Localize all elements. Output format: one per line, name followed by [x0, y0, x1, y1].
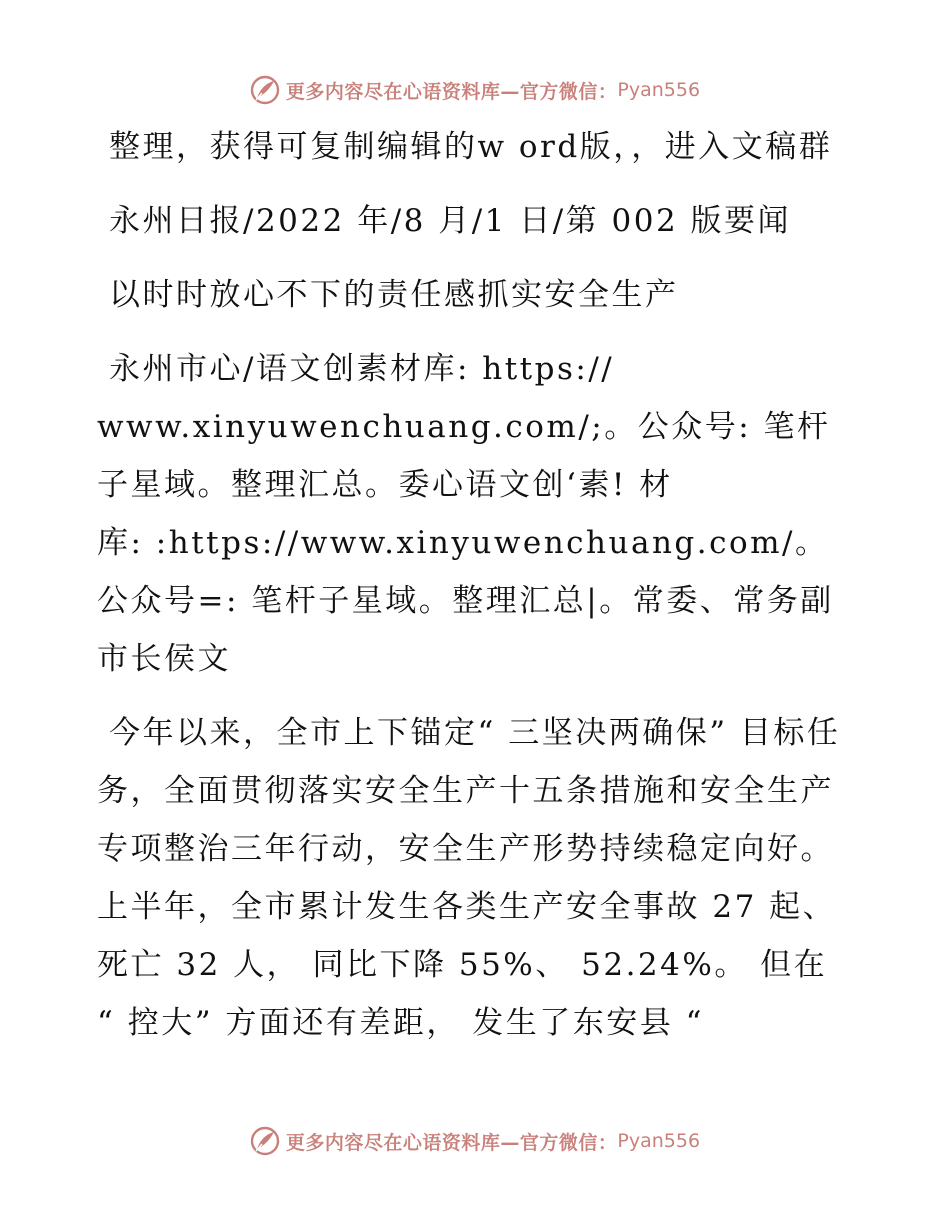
publication-line: 永州日报/2022 年/8 月/1 日/第 002 版要闻: [109, 203, 792, 239]
footer-watermark: [0, 1121, 950, 1161]
intro-line: 整理，获得可复制编辑的w ord版，，进入文稿群: [109, 129, 833, 165]
document-body: [97, 118, 857, 1052]
feather-pen-logo-icon: [250, 75, 280, 105]
author-line: 永州市心/语文创素材库: https:// www.xinyuwenchuang.com/;。公众号: 笔杆子星域。整理汇总。委心语文创‘素! 材 库: :https://www.xinyuwenchuang.com/。公众号=: 笔杆子星域。整理汇总|。常委、常务副市长侯文: [97, 351, 834, 677]
feather-pen-logo-icon: [250, 1126, 280, 1156]
watermark-text: 更多内容尽在心语资料库—官方微信：: [285, 1131, 618, 1154]
article-title: 以时时放心不下的责任感抓实安全生产: [109, 277, 679, 313]
watermark-wechat-id: Pyan556: [617, 79, 701, 101]
watermark-text: 更多内容尽在心语资料库—官方微信：: [285, 80, 618, 103]
watermark-wechat-id: Pyan556: [617, 1130, 701, 1152]
header-watermark: [0, 70, 950, 110]
body-paragraph: 今年以来，全市上下锚定“ 三坚决两确保” 目标任务，全面贯彻落实安全生产十五条措施和安全生产专项整治三年行动，安全生产形势持续稳定向好。上半年，全市累计发生各类生产安全事故 27 起、 死亡 32 人， 同比下降 55%、 52.24%。 但在 “ 控大” 方面还有差距， 发生了东安县 “: [97, 715, 849, 1041]
